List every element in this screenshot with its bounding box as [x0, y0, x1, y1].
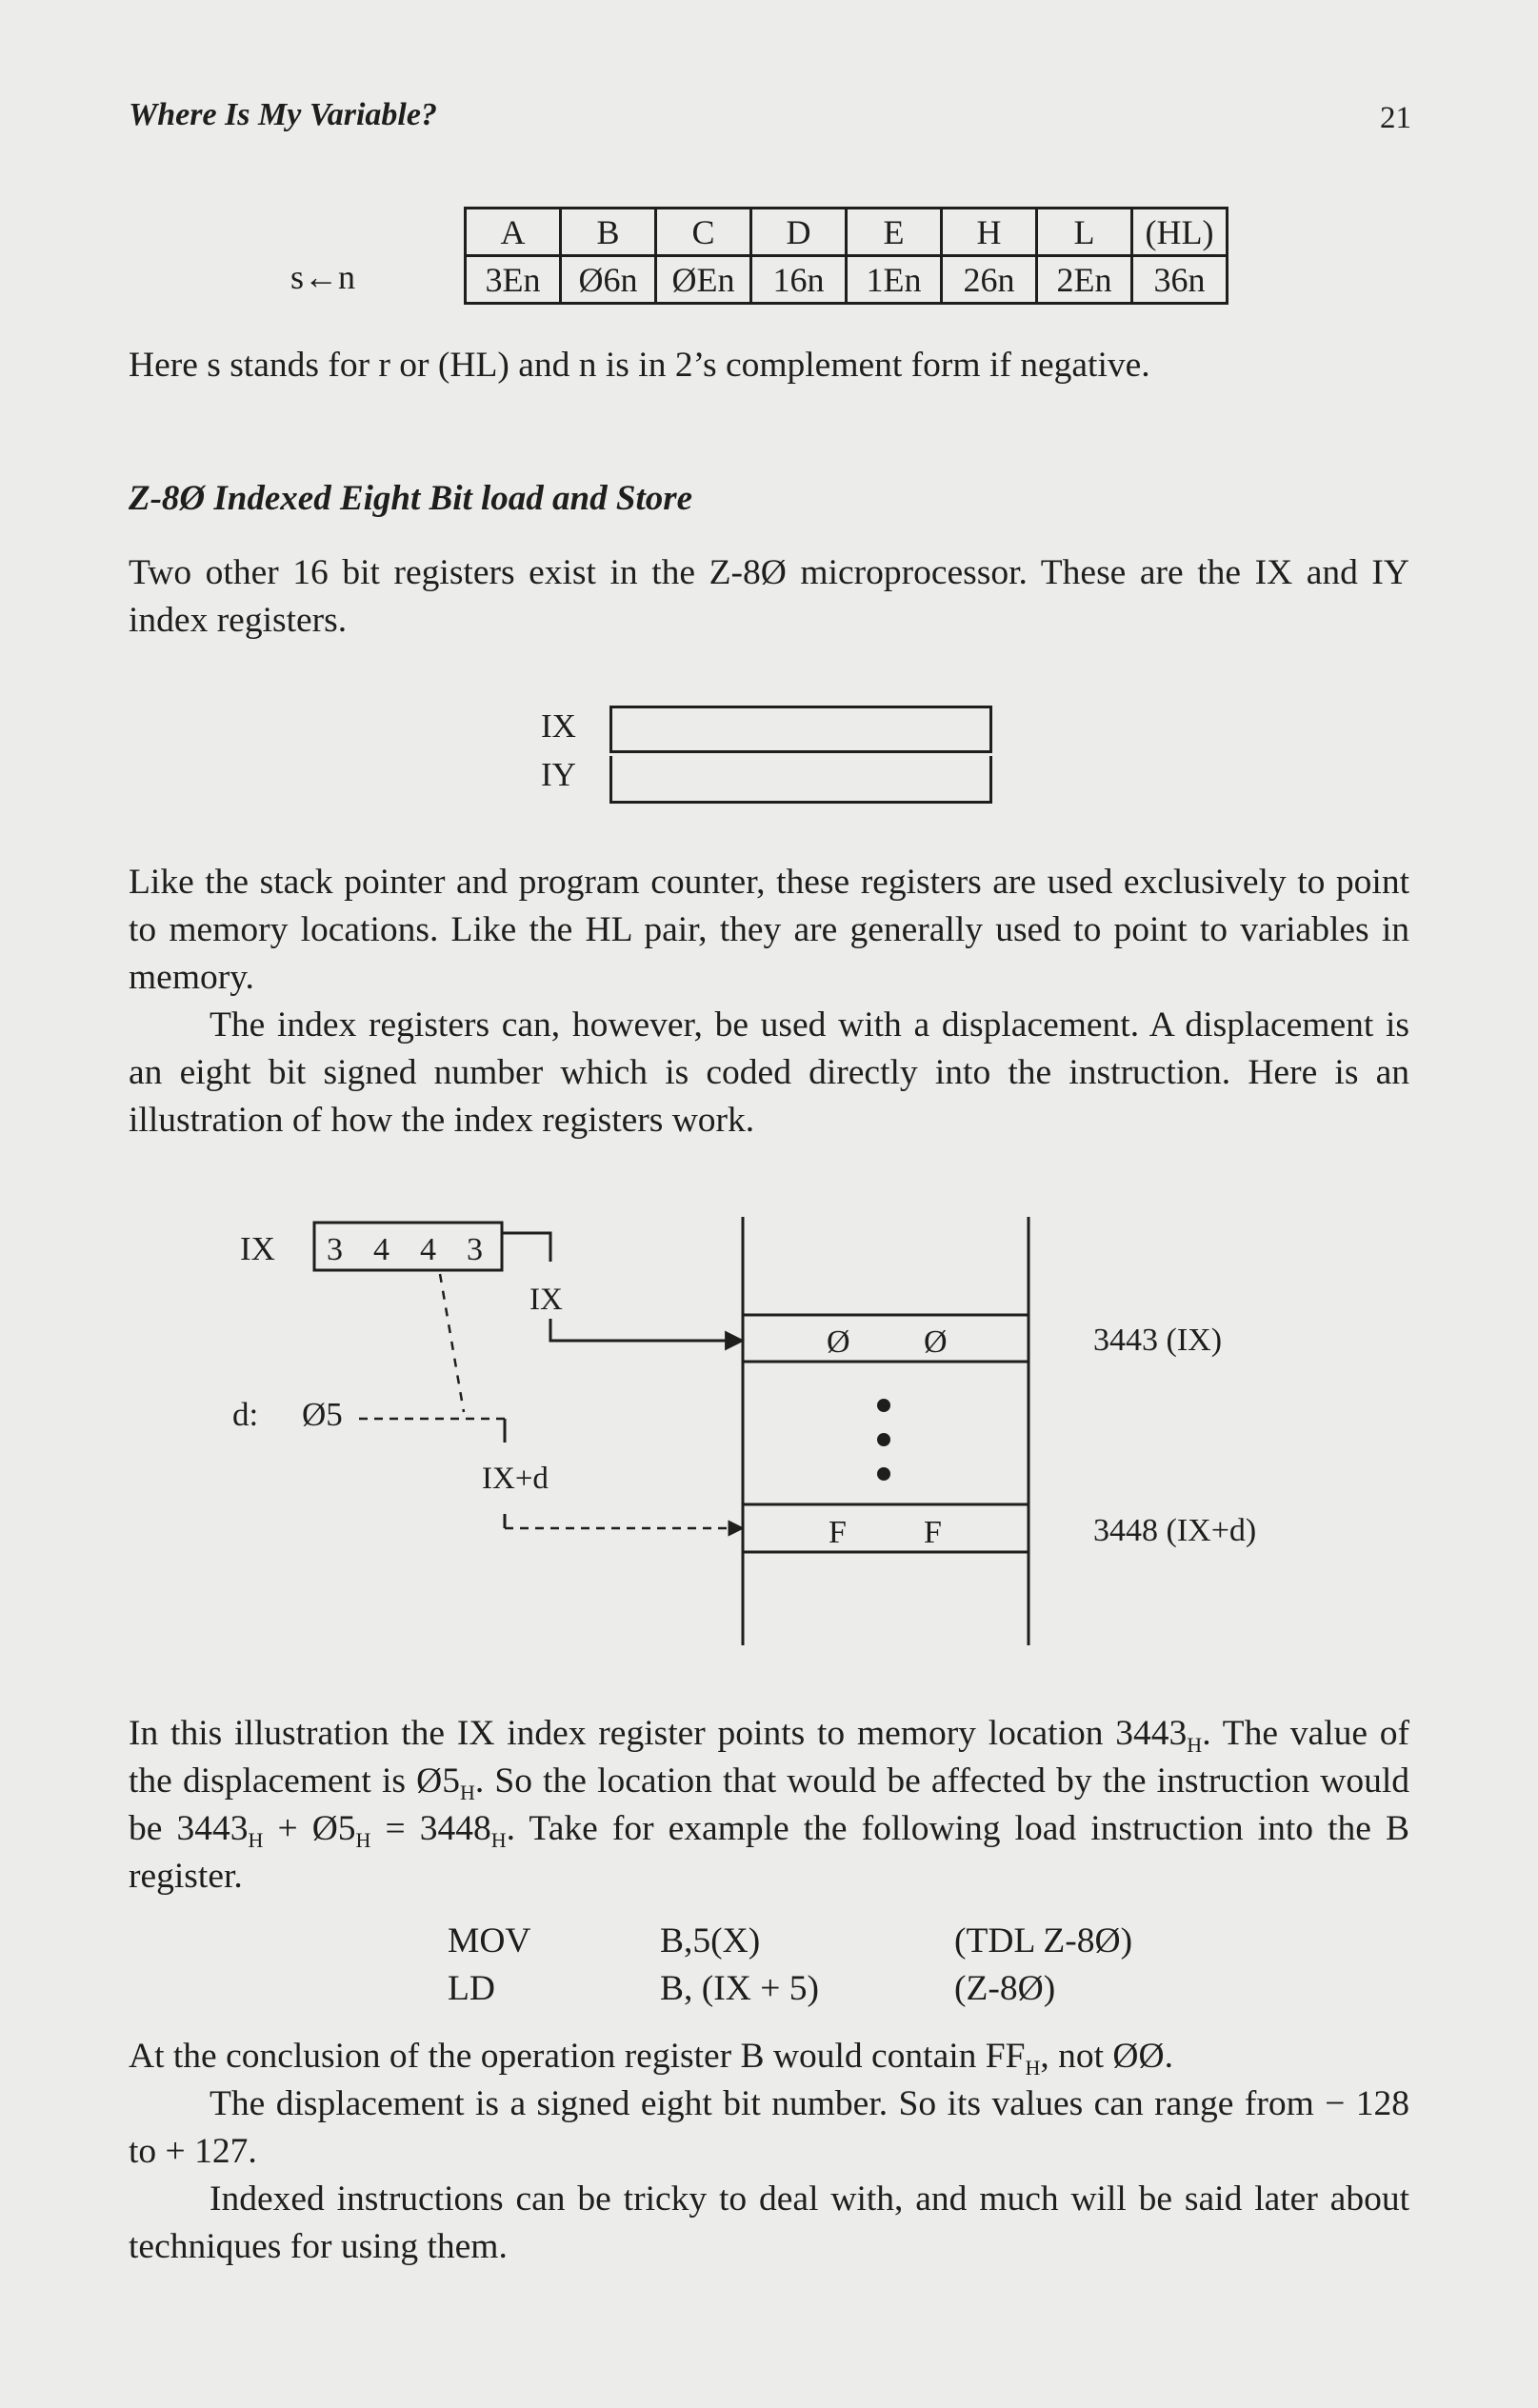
table-cell: A	[466, 209, 561, 256]
table-cell: Ø6n	[561, 256, 656, 304]
table-cell: D	[751, 209, 847, 256]
table-cell: 26n	[942, 256, 1037, 304]
ix-diagram-label: IX	[240, 1230, 275, 1267]
ix-digit: 3	[327, 1232, 343, 1267]
table-row-label: s←n	[290, 258, 356, 296]
instruction-note: (TDL Z-8Ø)	[954, 1921, 1133, 1960]
section-heading: Z-8Ø Indexed Eight Bit load and Store	[129, 479, 693, 518]
ix-pointer-arrow	[550, 1319, 743, 1341]
paragraph-text: At the conclusion of the operation register B would contain $FF_H$, not ØØ.	[129, 2037, 1173, 2080]
table-cell: E	[847, 209, 942, 256]
address-label-ix: 3443 (IX)	[1093, 1323, 1223, 1358]
ix-label: IX	[541, 707, 576, 745]
iy-label: IY	[541, 756, 576, 793]
instruction-mnemonic: MOV	[448, 1921, 531, 1960]
paragraph-text: The index registers can, however, be used with a displacement. A displacement is an eight bit signed number which is coded directly into the instruction. Here is an illustration of how the index registers work.	[129, 1005, 1409, 1140]
memory-cell-bottom-high: F	[829, 1515, 847, 1550]
paragraph-text: Indexed instructions can be tricky to deal with, and much will be said later about techniques for using them.	[129, 2179, 1409, 2266]
table-cell: L	[1037, 209, 1132, 256]
paragraph-text: Two other 16 bit registers exist in the Z-8Ø microprocessor. These are the IX and IY index registers.	[129, 553, 1409, 640]
instruction-operand: B,5(X)	[660, 1921, 761, 1960]
ix-digit: 3	[467, 1232, 483, 1267]
displacement-label: d:	[232, 1396, 259, 1433]
table-cell: ØEn	[656, 256, 751, 304]
memory-cell-top-low: Ø	[924, 1324, 948, 1360]
table-cell: 36n	[1132, 256, 1228, 304]
table-cell: B	[561, 209, 656, 256]
displacement-value: Ø5	[302, 1396, 343, 1433]
paragraph-text: Like the stack pointer and program counter, these registers are used exclusively to point to memory locations. Like the HL pair, they are generally used to point to variables in memory.	[129, 863, 1409, 997]
instruction-mnemonic: LD	[448, 1969, 495, 2008]
table-cell: C	[656, 209, 751, 256]
running-header: Where Is My Variable?	[129, 97, 437, 132]
table-cell: 2En	[1037, 256, 1132, 304]
paragraph-illustration	[129, 1710, 1409, 1901]
paragraph-text: In this illustration the IX index register points to memory location $3443_H$. The value of the displacement is $Ø5_H$. So the location that would be affected by the instruction would be $3443_H$ + $Ø5_H = 3448_H$. Take for example the following load instruction into the B register.	[129, 1714, 1409, 1896]
ix-digit: 4	[420, 1232, 436, 1267]
table-cell: H	[942, 209, 1037, 256]
table-cell: 16n	[751, 256, 847, 304]
table-cell: 1En	[847, 256, 942, 304]
paragraph-conclusion	[129, 2033, 1409, 2271]
paragraph-text: The displacement is a signed eight bit number. So its values can range from − 128 to + 127.	[129, 2084, 1409, 2171]
memory-cell-bottom-low: F	[924, 1515, 942, 1550]
table-cell: (HL)	[1132, 209, 1228, 256]
table-cell: 3En	[466, 256, 561, 304]
instruction-operand: B, (IX + 5)	[660, 1969, 819, 2008]
instruction-note: (Z-8Ø)	[954, 1969, 1056, 2008]
ix-digit: 4	[373, 1232, 389, 1267]
memory-cell-top-high: Ø	[827, 1324, 850, 1360]
ix-arrow-label: IX	[529, 1283, 563, 1317]
paragraph-text: Here s stands for r or (HL) and n is in 2’s complement form if negative.	[129, 346, 1150, 385]
ixd-label: IX+d	[482, 1462, 549, 1496]
page-number: 21	[1380, 101, 1411, 135]
address-label-ixd: 3448 (IX+d)	[1093, 1513, 1257, 1548]
